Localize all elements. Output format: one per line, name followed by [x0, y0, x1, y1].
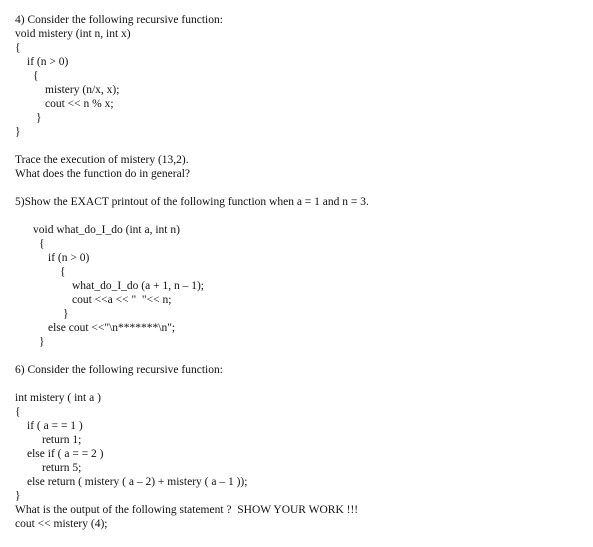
q6-code-line: } — [15, 490, 21, 502]
q5-code-line: what_do_I_do (a + 1, n – 1); — [72, 280, 205, 292]
q4-code-line: cout << n % x; — [45, 98, 114, 110]
q5-code-line: cout <<a << " "<< n; — [72, 294, 172, 306]
q6-code-line: else if ( a = = 2 ) — [27, 448, 104, 460]
q5-heading: 5)Show the EXACT printout of the following function when a = 1 and n = 3. — [15, 196, 369, 208]
q6-prompt-line: What is the output of the following statement ? SHOW YOUR WORK !!! — [15, 504, 359, 516]
q5-code-line: { — [39, 238, 45, 250]
q6-code-line: { — [15, 406, 21, 418]
q5-code-line: } — [39, 336, 45, 348]
q4-heading: 4) Consider the following recursive function: — [15, 14, 223, 26]
q6-code-line: else return ( mistery ( a – 2) + mistery ( a – 1 )); — [27, 476, 248, 488]
q4-code-line: } — [15, 126, 21, 138]
q4-code-line: } — [36, 112, 42, 124]
q6-code-line: int mistery ( int a ) — [15, 392, 101, 404]
q6-code-line: if ( a = = 1 ) — [27, 420, 83, 432]
q4-prompt-line: What does the function do in general? — [15, 168, 190, 180]
q4-code-line: if (n > 0) — [27, 56, 69, 68]
q6-code-line: return 1; — [42, 434, 82, 446]
q6-code-line: return 5; — [42, 462, 82, 474]
q4-code-line: mistery (n/x, x); — [45, 84, 120, 96]
q6-prompt-line: cout << mistery (4); — [15, 518, 108, 530]
q4-code-line: void mistery (int n, int x) — [15, 28, 131, 40]
q4-code-line: { — [15, 42, 21, 54]
q5-code-line: } — [63, 308, 69, 320]
q4-prompt-line: Trace the execution of mistery (13,2). — [15, 154, 189, 166]
q5-code-line: if (n > 0) — [48, 252, 90, 264]
q4-code-line: { — [33, 70, 39, 82]
q5-code-line: { — [60, 266, 66, 278]
q6-heading: 6) Consider the following recursive function: — [15, 364, 223, 376]
q5-code-line: else cout <<"\n*******\n"; — [48, 322, 176, 334]
q5-code-line: void what_do_I_do (int a, int n) — [33, 224, 180, 236]
